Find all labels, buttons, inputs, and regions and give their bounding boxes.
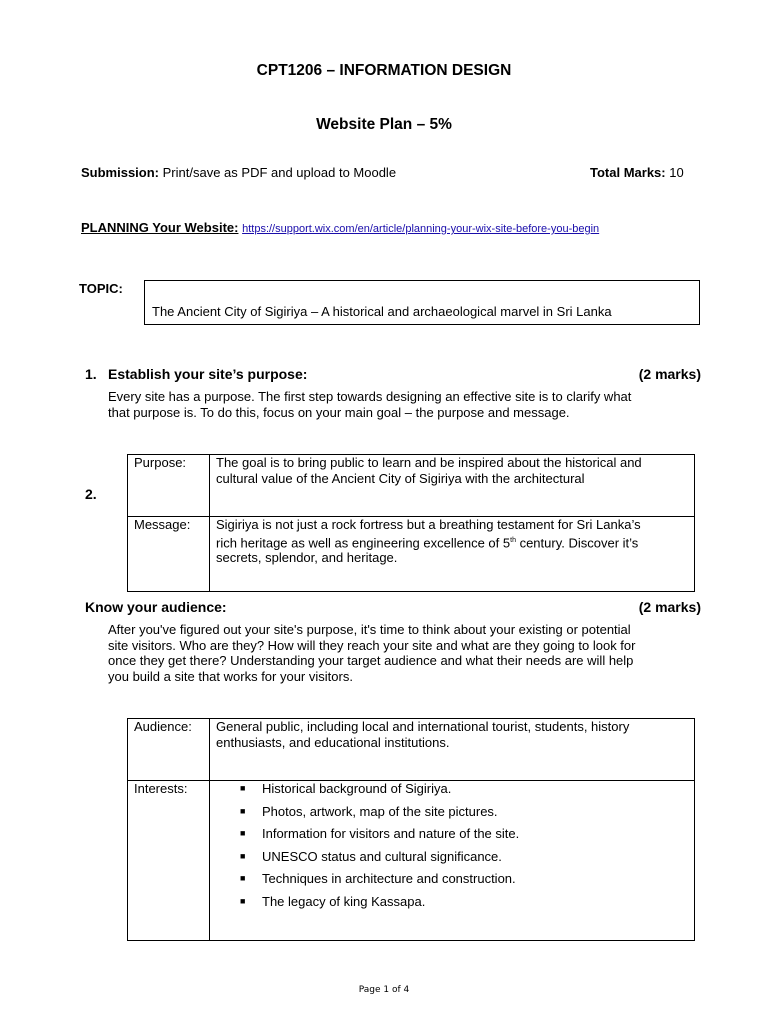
planning-line xyxy=(81,220,599,235)
audience-line: General public, including local and international tourist, students, history xyxy=(216,719,630,734)
list-item xyxy=(216,894,688,917)
purpose-line: The goal is to bring public to learn and be inspired about the historical and xyxy=(216,455,642,470)
section2-intro-line: site visitors. Who are they? How will they reach your site and what are they going to look for xyxy=(108,637,636,653)
interest-text: Historical background of Sigiriya. xyxy=(262,781,452,796)
audience-line: enthusiasts, and educational institutions. xyxy=(216,734,450,750)
message-text: century. Discover it’s xyxy=(515,534,639,550)
list-item xyxy=(216,804,688,827)
purpose-table xyxy=(127,454,695,592)
total-marks-value: 10 xyxy=(669,165,684,180)
section2-marks: (2 marks) xyxy=(638,599,701,615)
section1-intro-line: Every site has a purpose. The first step towards designing an effective site is to clarify what xyxy=(108,389,632,404)
course-title: CPT1206 – INFORMATION DESIGN xyxy=(256,62,512,79)
planning-link[interactable]: https://support.wix.com/en/article/planning-your-wix-site-before-you-begin xyxy=(242,223,600,235)
page-number: Page 1 of 4 xyxy=(358,985,410,995)
interest-text: The legacy of king Kassapa. xyxy=(262,893,426,909)
topic-value: The Ancient City of Sigiriya – A historical and archaeological marvel in Sri Lanka xyxy=(152,304,612,319)
purpose-label: Purpose: xyxy=(128,455,210,517)
bullet-icon: ■ xyxy=(240,895,246,906)
superscript: th xyxy=(510,536,516,544)
audience-table xyxy=(127,718,695,941)
table-row xyxy=(128,781,695,941)
section2-intro-line: After you've figured out your site's purpose, it's time to think about your existing or potential xyxy=(108,622,631,637)
bullet-icon: ■ xyxy=(240,783,246,793)
audience-cell xyxy=(210,719,695,781)
section1-title: Establish your site’s purpose: xyxy=(108,366,308,382)
submission-line xyxy=(81,165,396,180)
list-item xyxy=(216,849,688,872)
section2-title: Know your audience: xyxy=(85,599,227,615)
section1-intro-line: that purpose is. To do this, focus on your main goal – the purpose and message. xyxy=(108,404,570,420)
section1-intro xyxy=(108,389,631,420)
table-row xyxy=(128,719,695,781)
interests-list xyxy=(216,781,688,917)
total-marks-label: Total Marks: xyxy=(590,165,666,180)
section2-intro-line: you build a site that works for your visitors. xyxy=(108,668,353,684)
purpose-line: cultural value of the Ancient City of Sigiriya with the architectural xyxy=(216,470,585,486)
audience-label: Audience: xyxy=(128,719,210,781)
section2-number: 2. xyxy=(85,486,97,502)
bullet-icon: ■ xyxy=(240,828,246,839)
message-line: secrets, splendor, and heritage. xyxy=(216,550,398,566)
topic-box xyxy=(144,280,700,325)
bullet-icon: ■ xyxy=(240,805,246,816)
submission-text: Print/save as PDF and upload to Moodle xyxy=(162,165,397,180)
list-item xyxy=(216,871,688,894)
interest-text: Techniques in architecture and construction. xyxy=(262,871,516,887)
message-line xyxy=(216,533,688,551)
purpose-cell xyxy=(210,455,695,517)
section2-intro-line: once they get there? Understanding your target audience and what their needs are will help xyxy=(108,653,634,668)
list-item xyxy=(216,826,688,849)
interests-cell xyxy=(210,781,695,941)
interest-text: Photos, artwork, map of the site pictures. xyxy=(262,803,498,819)
planning-label: PLANNING Your Website: xyxy=(81,220,239,235)
submission-label: Submission: xyxy=(81,165,160,180)
message-line: Sigiriya is not just a rock fortress but a breathing testament for Sri Lanka’s xyxy=(216,517,641,532)
interest-text: Information for visitors and nature of the site. xyxy=(262,826,520,842)
message-label: Message: xyxy=(128,517,210,592)
section1-number: 1. xyxy=(85,366,97,382)
list-item xyxy=(216,781,688,804)
section1-marks: (2 marks) xyxy=(638,366,701,382)
bullet-icon: ■ xyxy=(240,850,246,861)
topic-label: TOPIC: xyxy=(79,281,123,296)
section2-intro xyxy=(108,622,635,684)
total-marks xyxy=(590,165,684,180)
interest-text: UNESCO status and cultural significance. xyxy=(262,848,502,864)
table-row xyxy=(128,455,695,517)
bullet-icon: ■ xyxy=(240,873,246,884)
document-title: Website Plan – 5% xyxy=(316,116,452,133)
message-cell xyxy=(210,517,695,592)
message-text: rich heritage as well as engineering excellence of 5 xyxy=(216,534,511,550)
table-row xyxy=(128,517,695,592)
interests-label: Interests: xyxy=(128,781,210,941)
